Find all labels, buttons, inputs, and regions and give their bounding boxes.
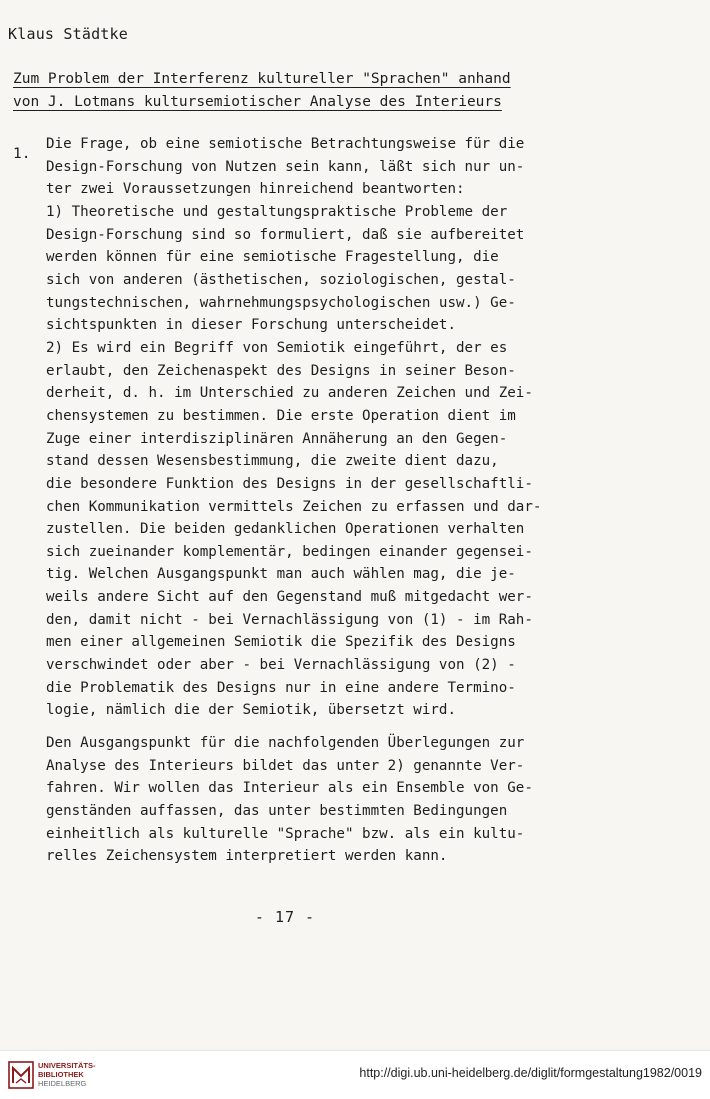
section-number: 1. [13, 146, 31, 162]
page-number: - 17 - [254, 908, 316, 926]
text-line: Die Frage, ob eine semiotische Betrachtungsweise für die [46, 136, 525, 152]
text-line: men einer allgemeinen Semiotik die Spezifik des Designs [46, 634, 516, 651]
text-line: tig. Welchen Ausgangspunkt man auch wählen mag, die je- [46, 566, 516, 583]
text-line: Zuge einer interdisziplinären Annäherung an den Gegen- [46, 430, 508, 447]
text-line: zustellen. Die beiden gedanklichen Operationen verhalten [46, 521, 525, 538]
text-line: logie, nämlich die der Semiotik, übersetzt wird. [46, 702, 456, 719]
text-line: genständen auffassen, das unter bestimmten Bedingungen [46, 803, 508, 820]
library-name-line: BIBLIOTHEK [38, 1070, 84, 1079]
library-name-line: HEIDELBERG [38, 1079, 87, 1088]
text-line: werden können für eine semiotische Fragestellung, die [46, 249, 499, 266]
paragraph-2 [46, 732, 606, 868]
document-title [13, 68, 613, 114]
text-line: sichtspunkten in dieser Forschung unterscheidet. [46, 317, 456, 334]
text-line: relles Zeichensystem interpretiert werden kann. [46, 848, 448, 865]
text-line: die besondere Funktion des Designs in der gesellschaftli- [46, 475, 533, 492]
library-name-line: UNIVERSITÄTS- [38, 1061, 96, 1070]
text-line: Design-Forschung sind so formuliert, daß sie aufbereitet [46, 226, 525, 243]
title-line: Zum Problem der Interferenz kultureller "Sprachen" anhand [13, 71, 511, 87]
title-line: von J. Lotmans kultursemiotischer Analyse des Interieurs [13, 94, 502, 110]
text-line: 1) Theoretische und gestaltungspraktische Probleme der [46, 203, 508, 220]
text-line: ter zwei Voraussetzungen hinreichend beantworten: [46, 181, 465, 198]
text-line: stand dessen Wesensbestimmung, die zweite dient dazu, [46, 453, 499, 470]
viewer-footer [0, 1050, 710, 1099]
text-line: 2) Es wird ein Begriff von Semiotik eingeführt, der es [46, 339, 508, 356]
text-line: weils andere Sicht auf den Gegenstand muß mitgedacht wer- [46, 589, 533, 606]
library-name[interactable] [38, 1061, 96, 1088]
text-line: den, damit nicht - bei Vernachlässigung von (1) - im Rah- [46, 611, 533, 628]
author-name: Klaus Städtke [8, 25, 128, 43]
text-line: tungstechnischen, wahrnehmungspsychologischen usw.) Ge- [46, 294, 516, 311]
text-line: die Problematik des Designs nur in eine andere Termino- [46, 679, 516, 696]
text-line: fahren. Wir wollen das Interieur als ein Ensemble von Ge- [46, 780, 533, 797]
text-line: derheit, d. h. im Unterschied zu anderen Zeichen und Zei- [46, 385, 533, 402]
text-line: Design-Forschung von Nutzen sein kann, läßt sich nur un- [46, 158, 525, 175]
text-line: verschwindet oder aber - bei Vernachlässigung von (2) - [46, 657, 516, 674]
text-line: erlaubt, den Zeichenaspekt des Designs in seiner Beson- [46, 362, 516, 379]
text-line: chen Kommunikation vermittels Zeichen zu erfassen und dar- [46, 498, 542, 515]
text-line: chensystemen zu bestimmen. Die erste Operation dient im [46, 407, 516, 424]
text-line: Den Ausgangspunkt für die nachfolgenden Überlegungen zur [46, 735, 525, 752]
permalink-url[interactable]: http://digi.ub.uni-heidelberg.de/diglit/formgestaltung1982/0019 [359, 1066, 702, 1080]
body-text [46, 133, 606, 868]
text-line: sich zueinander komplementär, bedingen einander gegensei- [46, 543, 533, 560]
text-line: einheitlich als kulturelle "Sprache" bzw. als ein kultu- [46, 825, 525, 842]
text-line: Analyse des Interieurs bildet das unter 2) genannte Ver- [46, 757, 525, 774]
heidelberg-library-logo-icon [8, 1061, 34, 1089]
text-line: sich von anderen (ästhetischen, soziologischen, gestal- [46, 271, 516, 288]
paragraph-1 [46, 133, 606, 722]
